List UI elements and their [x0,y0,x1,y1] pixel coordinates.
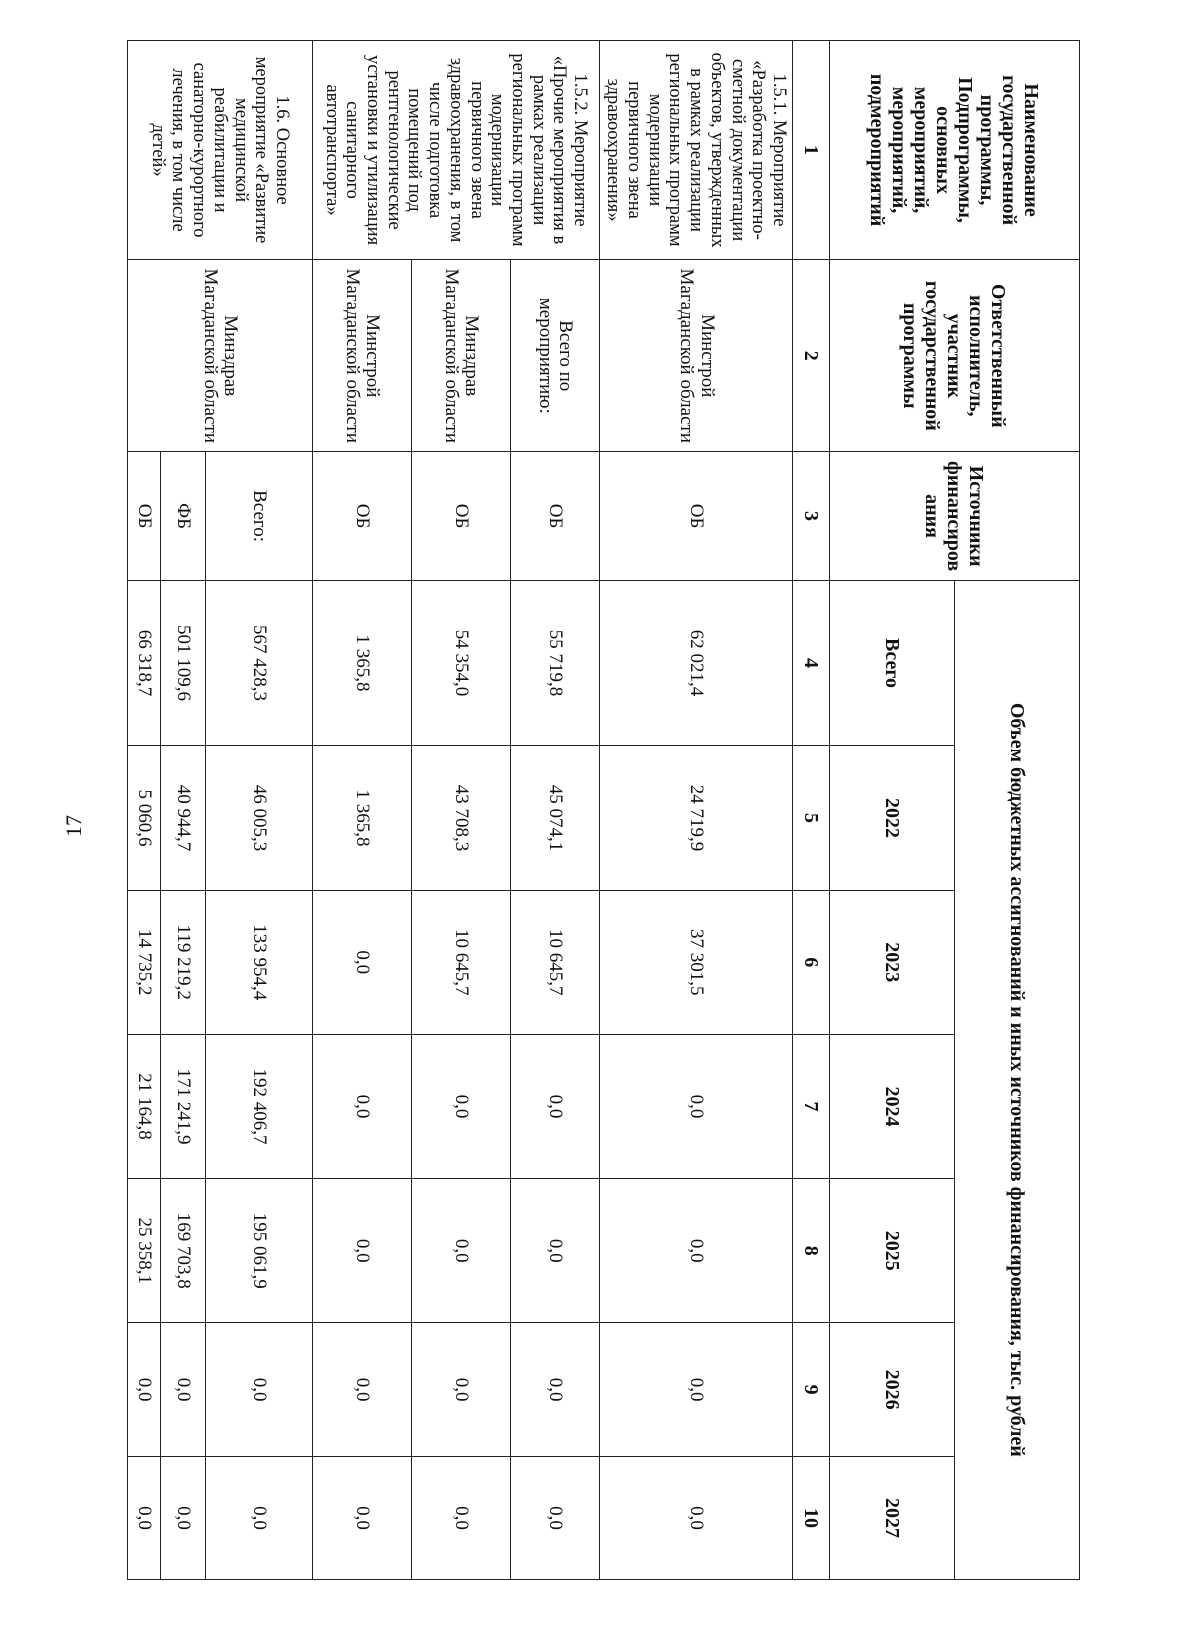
value-cell: 0,0 [599,1323,792,1457]
row-source: Всего: [205,452,312,580]
value-cell: 0,0 [127,1323,160,1457]
value-cell: 0,0 [599,1456,792,1579]
header-program-name: Наименование государственной программы, Подпрограммы, основных мероприятий, мероприятий, подмероприятий [830,41,1080,260]
table-row [510,41,599,1580]
column-number: 6 [793,890,830,1034]
value-cell: 1 365,8 [312,580,411,746]
row-source: ОБ [599,452,792,580]
value-cell: 0,0 [312,1179,411,1323]
value-cell: 37 301,5 [599,890,792,1034]
value-cell: 25 358,1 [127,1179,160,1323]
value-cell: 195 061,9 [205,1179,312,1323]
value-cell: 0,0 [599,1179,792,1323]
value-cell: 1 365,8 [312,746,411,890]
header-total: Всего [830,580,955,746]
column-number: 3 [793,452,830,580]
value-cell: 169 703,8 [160,1179,205,1323]
header-executor: Ответственный исполнитель, участник государственной программы [830,260,1080,452]
value-cell: 0,0 [312,1456,411,1579]
value-cell: 10 645,7 [510,890,599,1034]
row-name: 1.5.1. Мероприятие «Разработка проектно-сметной документации объектов, утвержденных в рамках реализации региональных программ модернизации первичного звена здравоохранения» [599,41,792,260]
column-number: 4 [793,580,830,746]
header-year: 2023 [830,890,955,1034]
row-source: ОБ [510,452,599,580]
row-source: ФБ [160,452,205,580]
rotated-page-content [130,40,1080,1580]
value-cell: 0,0 [510,1323,599,1457]
value-cell: 54 354,0 [411,580,510,746]
value-cell: 119 219,2 [160,890,205,1034]
table-row [599,41,792,1580]
page-number: 17 [61,815,86,837]
header-year: 2026 [830,1323,955,1457]
row-source: ОБ [312,452,411,580]
table-row [312,41,411,1580]
value-cell: 567 428,3 [205,580,312,746]
value-cell: 24 719,9 [599,746,792,890]
table-row [205,41,312,1580]
value-cell: 62 021,4 [599,580,792,746]
row-source: ОБ [127,452,160,580]
value-cell: 0,0 [411,1179,510,1323]
value-cell: 133 954,4 [205,890,312,1034]
column-number: 7 [793,1034,830,1178]
value-cell: 0,0 [312,1034,411,1178]
value-cell: 66 318,7 [127,580,160,746]
row-source: ОБ [411,452,510,580]
value-cell: 0,0 [411,1034,510,1178]
header-budget-group: Объем бюджетных ассигнований и иных источников финансирования, тыс. рублей [955,580,1080,1579]
value-cell: 14 735,2 [127,890,160,1034]
value-cell: 192 406,7 [205,1034,312,1178]
value-cell: 0,0 [127,1456,160,1579]
value-cell: 171 241,9 [160,1034,205,1178]
value-cell: 0,0 [510,1034,599,1178]
row-name: 1.6. Основное мероприятие «Развитие медицинской реабилитации и санаторно-курортного лечения, в том числе детей» [127,41,312,260]
header-funding-source: Источники финансиров ания [830,452,1080,580]
row-executor: Минстрой Магаданской области [312,260,411,452]
value-cell: 0,0 [160,1456,205,1579]
row-executor: Минздрав Магаданской области [127,260,312,452]
value-cell: 0,0 [312,890,411,1034]
value-cell: 0,0 [205,1323,312,1457]
value-cell: 0,0 [510,1179,599,1323]
row-executor: Минздрав Магаданской области [411,260,510,452]
table-row [411,41,510,1580]
value-cell: 43 708,3 [411,746,510,890]
row-executor: Минстрой Магаданской области [599,260,792,452]
column-number: 5 [793,746,830,890]
financing-table [127,40,1080,1580]
header-year: 2025 [830,1179,955,1323]
row-name: 1.5.2. Мероприятие «Прочие мероприятия в рамках реализации региональных программ модернизации первичного звена здравоохранения, в том числе подготовка помещений под рентгенологические установки и утилизация санитарного автотранспорта» [312,41,599,260]
value-cell: 21 164,8 [127,1034,160,1178]
value-cell: 0,0 [312,1323,411,1457]
value-cell: 46 005,3 [205,746,312,890]
value-cell: 55 719,8 [510,580,599,746]
column-number: 1 [793,41,830,260]
column-number: 2 [793,260,830,452]
value-cell: 45 074,1 [510,746,599,890]
value-cell: 0,0 [205,1456,312,1579]
column-number: 9 [793,1323,830,1457]
value-cell: 0,0 [510,1456,599,1579]
value-cell: 0,0 [599,1034,792,1178]
value-cell: 0,0 [411,1323,510,1457]
value-cell: 5 060,6 [127,746,160,890]
header-year: 2024 [830,1034,955,1178]
value-cell: 40 944,7 [160,746,205,890]
value-cell: 501 109,6 [160,580,205,746]
column-number: 10 [793,1456,830,1579]
row-executor: Всего по мероприятию: [510,260,599,452]
value-cell: 0,0 [411,1456,510,1579]
value-cell: 10 645,7 [411,890,510,1034]
header-year: 2027 [830,1456,955,1579]
column-number: 8 [793,1179,830,1323]
value-cell: 0,0 [160,1323,205,1457]
header-year: 2022 [830,746,955,890]
